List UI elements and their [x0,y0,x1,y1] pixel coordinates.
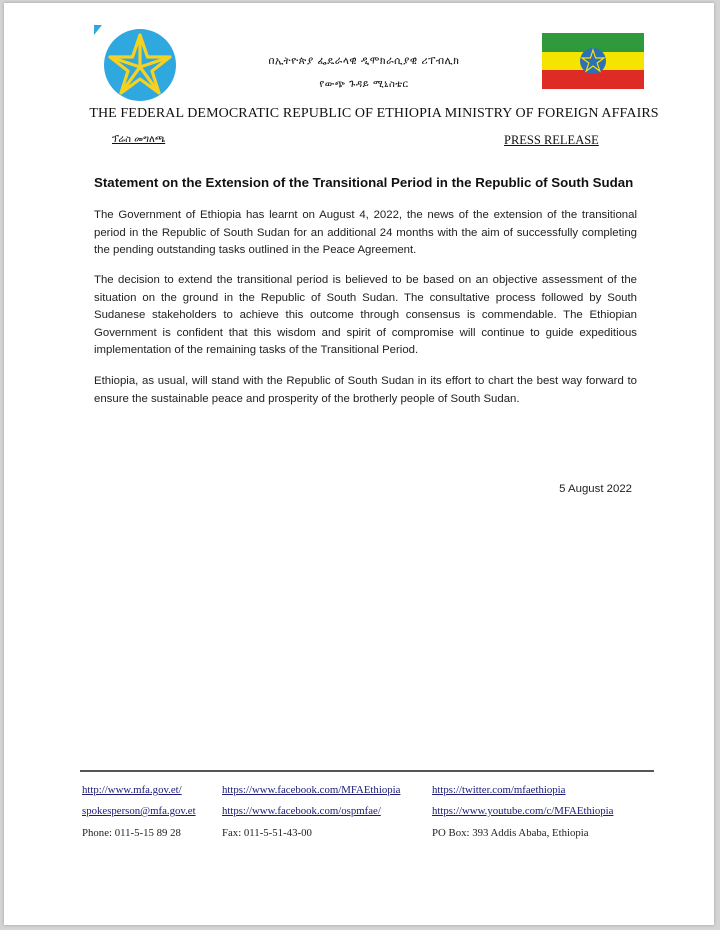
amharic-republic-name: በኢትዮጵያ ፌዴራላዊ ዲሞክራሲያዊ ሪፐብሊክ [268,55,460,67]
amharic-ministry-name: የውጭ ጉዳይ ሚኒስቴር [319,79,409,90]
twitter-link[interactable]: https://twitter.com/mfaethiopia [432,784,566,796]
website-link[interactable]: http://www.mfa.gov.et/ [82,784,182,796]
email-link[interactable]: spokesperson@mfa.gov.et [82,805,196,817]
statement-title: Statement on the Extension of the Transitional Period in the Republic of South Sudan [94,175,634,190]
po-box: PO Box: 393 Addis Ababa, Ethiopia [432,827,589,839]
youtube-link[interactable]: https://www.youtube.com/c/MFAEthiopia [432,805,614,817]
paragraph-2: The decision to extend the transitional period is believed to be based on an objective assessment of the situation on the ground in the Republic of South Sudan. The consultative process followed by South Sudanese stakeholders to achieve this outcome through consensus is commendable. The Ethiopian Government is confident that this wisdom and spirit of compromise will continue to guide expeditious implementation of the remaining tasks of the Transitional Period. [94,274,637,357]
release-date: 5 August 2022 [559,483,632,495]
press-release-label: PRESS RELEASE [504,133,599,147]
paragraph-1: The Government of Ethiopia has learnt on August 4, 2022, the news of the extension of the transitional period in the Republic of South Sudan for an additional 24 months with the aim of successfully completing the pending outstanding tasks outlined in the Peace Agreement. [94,209,637,257]
ethiopia-flag-icon [542,33,644,89]
phone-number: Phone: 011-5-15 89 28 [82,827,181,839]
ethiopia-emblem-icon [94,25,184,103]
press-release-amharic: ፕሬስ መግለጫ [112,134,166,145]
document-page [4,3,714,925]
facebook-link[interactable]: https://www.facebook.com/MFAEthiopia [222,784,401,796]
footer-divider [80,770,654,772]
facebook-spokesperson-link[interactable]: https://www.facebook.com/ospmfae/ [222,805,381,817]
ministry-name: THE FEDERAL DEMOCRATIC REPUBLIC OF ETHIOPIA MINISTRY OF FOREIGN AFFAIRS [89,106,659,121]
fax-number: Fax: 011-5-51-43-00 [222,827,312,839]
paragraph-3: Ethiopia, as usual, will stand with the Republic of South Sudan in its effort to chart the best way forward to ensure the sustainable peace and prosperity of the brotherly people of South Sudan. [94,375,637,405]
